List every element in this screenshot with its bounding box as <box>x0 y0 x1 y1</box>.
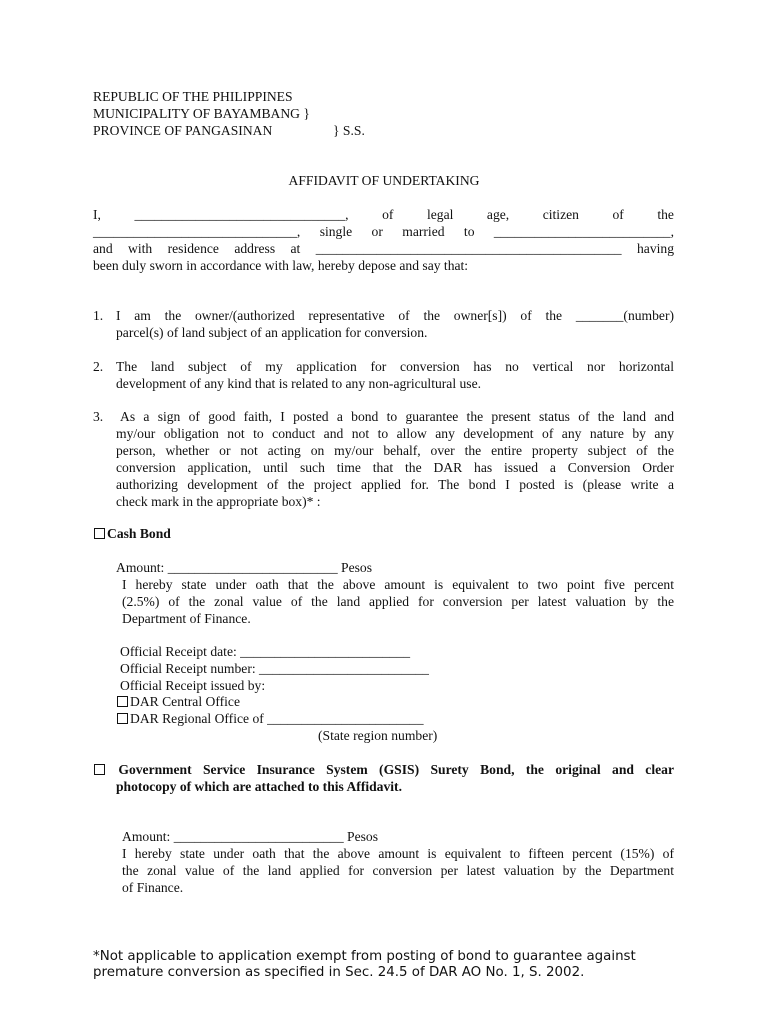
gsis-statement-line-3: of Finance. <box>122 880 184 895</box>
item-2-line-2: development of any kind that is related to any non-agricultural use. <box>116 376 482 391</box>
item-number: 3. <box>93 409 104 424</box>
item-1-line-2: parcel(s) of land subject of an application for conversion. <box>116 325 428 340</box>
item-2-line-1: The land subject of my application for conversion has no vertical nor horizontal <box>116 359 674 374</box>
dar-central-option <box>117 693 240 710</box>
dar-regional-checkbox[interactable] <box>117 713 128 724</box>
name-blank: _______________________________, <box>134 207 349 222</box>
intro-line-2: ______________________________, single or married to __________________________, <box>93 224 674 239</box>
dar-central-label: DAR Central Office <box>130 694 240 709</box>
header-municipality: MUNICIPALITY OF BAYAMBANG } <box>93 106 310 121</box>
item-3-line-6: check mark in the appropriate box)* : <box>116 494 321 509</box>
item-1-line-1: I am the owner/(authorized representative of the owner[s]) of the _______(number) <box>116 308 674 323</box>
intro-word: legal <box>426 207 454 222</box>
cash-bond-statement-line-1: I hereby state under oath that the above amount is equivalent to two point five percent <box>122 577 674 592</box>
item-3-line-1: As a sign of good faith, I posted a bond to guarantee the present status of the land and <box>120 409 674 424</box>
header-republic: REPUBLIC OF THE PHILIPPINES <box>93 89 293 104</box>
item-3-line-2: my/our obligation not to conduct and not to allow any development of any nature by any <box>116 426 674 441</box>
gsis-bond-label-line-1: Government Service Insurance System (GSIS) Surety Bond, the original and clear <box>118 762 674 777</box>
intro-line-3: and with residence address at _____________________________________________ having <box>93 241 674 256</box>
receipt-date-field: Official Receipt date: _________________________ <box>120 644 411 659</box>
cash-bond-option <box>94 525 171 542</box>
footnote-line-1: *Not applicable to application exempt from posting of bond to guarantee against <box>93 949 636 964</box>
header-province: PROVINCE OF PANGASINAN <box>93 123 273 138</box>
item-number: 1. <box>93 308 104 323</box>
cash-bond-statement-line-3: Department of Finance. <box>122 611 251 626</box>
dar-central-checkbox[interactable] <box>117 696 128 707</box>
cash-bond-amount: Amount: _________________________ Pesos <box>116 560 373 575</box>
item-3-line-4: conversion application, until such time that the DAR has issued a Conversion Order <box>116 460 674 475</box>
gsis-bond-option <box>94 761 674 778</box>
dar-regional-label: DAR Regional Office of _______________________ <box>130 711 424 726</box>
intro-line-4: been duly sworn in accordance with law, hereby depose and say that: <box>93 258 469 273</box>
page-title: AFFIDAVIT OF UNDERTAKING <box>288 173 480 188</box>
intro-word: the <box>657 207 674 222</box>
gsis-bond-checkbox[interactable] <box>94 764 105 775</box>
receipt-number-field: Official Receipt number: _________________________ <box>120 661 429 676</box>
header-ss: } S.S. <box>333 123 365 138</box>
intro-word: citizen <box>542 207 579 222</box>
cash-bond-statement-line-2: (2.5%) of the zonal value of the land applied for conversion per latest valuation by the <box>122 594 674 609</box>
cash-bond-label: Cash Bond <box>107 526 171 541</box>
receipt-issued-by-label: Official Receipt issued by: <box>120 678 266 693</box>
intro-word: of <box>612 207 624 222</box>
intro-word: I, <box>93 207 101 222</box>
gsis-bond-amount: Amount: _________________________ Pesos <box>122 829 379 844</box>
intro-word: of <box>382 207 394 222</box>
item-number: 2. <box>93 359 104 374</box>
gsis-statement-line-2: the zonal value of the land applied for conversion per latest valuation by the Department <box>122 863 674 878</box>
intro-line-1 <box>93 206 674 223</box>
item-3-line-3: person, whether or not acting on my/our behalf, over the entire property subject of the <box>116 443 674 458</box>
gsis-statement-line-1: I hereby state under oath that the above amount is equivalent to fifteen percent (15%) of <box>122 846 674 861</box>
gsis-bond-label-line-2: photocopy of which are attached to this Affidavit. <box>116 779 402 794</box>
intro-word: age, <box>486 207 510 222</box>
footnote-line-2: premature conversion as specified in Sec. 24.5 of DAR AO No. 1, S. 2002. <box>93 965 585 980</box>
dar-regional-option <box>117 710 424 727</box>
region-hint: (State region number) <box>318 728 438 743</box>
cash-bond-checkbox[interactable] <box>94 528 105 539</box>
item-3-line-5: authorizing development of the project applied for. The bond I posted is (please write a <box>116 477 674 492</box>
